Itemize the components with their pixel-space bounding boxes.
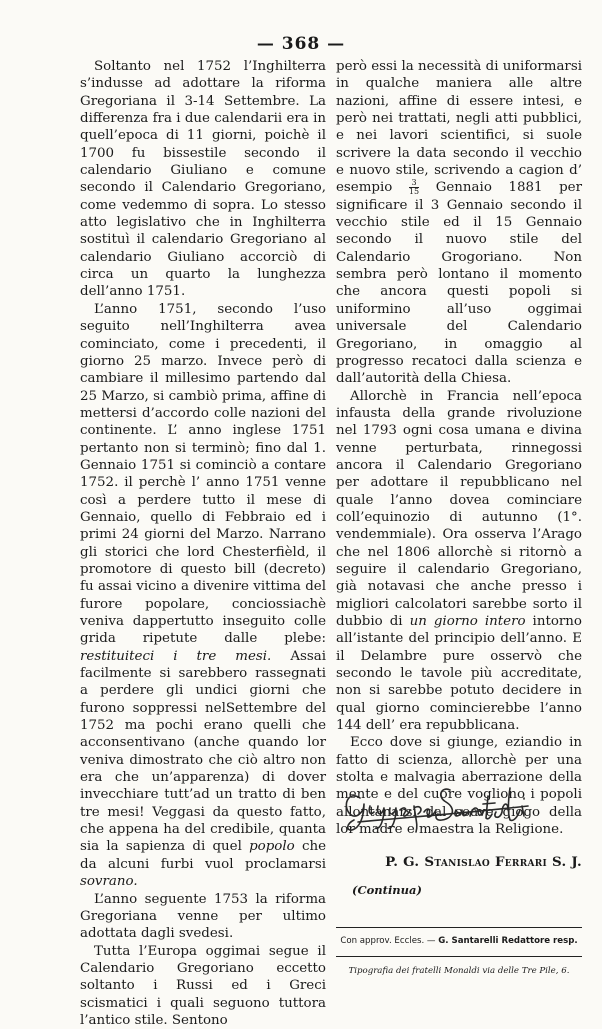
divider-bottom <box>336 956 582 957</box>
paragraph-text: che da alcuni furbi vuol proclamarsi <box>80 839 327 872</box>
right-column <box>336 58 582 980</box>
paragraph-continuation <box>336 58 582 388</box>
editor-name: G. Santarelli Redattore resp. <box>438 936 578 947</box>
paragraph-text: Gennaio 1881 per significare il 3 Gennaio secondo il vecchio stile ed il 15 Gennaio secondo il nuovo stile del Calendario Grogoriano. Non sembra però lontano il momento che ancora questi popoli si uniformino all’uso oggimai universale del Calendario Gregoriano, in omaggio al progresso recatoci dalla scienza e dall’autorità della Chiesa. <box>336 180 582 387</box>
page-number: — 368 — <box>256 34 346 54</box>
paragraph-text: Assai facilmente si sarebbero rassegnati a perdere gli undici giorni che furono soppressi nelSettembre del 1752 ma pochi erano quelli che acconsentivano (anche quando lor veniva dimostrato che ciò altro non era che un’apparenza) di dover invecchiare tutt’ad un tratto di ben tre mesi! Veggasi da questo fatto, che appena ha del credibile, quanta sia la sapienza di quel <box>80 648 326 855</box>
paragraph-1752-england <box>80 58 326 301</box>
italic-word: sovrano. <box>80 874 138 890</box>
printer-line: Tipografia dei fratelli Monaldi via delle Tre Pile, 6. <box>348 965 570 976</box>
date-fraction <box>409 179 419 196</box>
italic-word: popolo <box>249 839 295 855</box>
fraction-numerator: 3 <box>411 178 417 188</box>
paragraph-text: intorno all’istante del principio dell’anno. E il Delambre pure osservò che secondo le tavole più accreditate, non si sarebbe potuto decidere in qual giorno comincierebbe l’anno 144 dell’ era repubblicana. <box>336 614 582 734</box>
italic-quote: restituiteci i tre mesi. <box>80 648 272 664</box>
paragraph-text: Ecco dove si giunge, eziandio in fatto di scienza, allorchè per una stolta e malvagia aberrazione della mente e del cuore vogliono i popoli allontanarsi dal soave giogo della lor madre e maestra la Religione. <box>336 735 582 838</box>
paragraph-text: Soltanto nel 1752 l’Inghilterra s’indusse ad adottare la riforma Gregoriana il 3-14 Settembre. La differenza fra i due calendarii era in quell’epoca di 11 giorni, poichè il 1700 fu bissestile secondo il calendario Giuliano e comune secondo il Calendario Gregoriano, come vedemmo di sopra. Lo stesso atto legislativo che in Inghilterra sostituì il calendario Gregoriano al calendario Giuliano accorciò di circa un quarto la lunghezza dell’anno 1751. <box>80 59 326 300</box>
paragraph-text: L’anno 1751, secondo l’uso seguito nell’Inghilterra avea cominciato, come i precedenti, il giorno 25 marzo. Invece però di cambiare il millesimo partendo dal 25 Marzo, si cambiò prima, affine di mettersi d’accordo colle nazioni del continente. L’ anno inglese 1751 pertanto non si terminò; fino dal 1. Gennaio 1751 si cominciò a contare 1752. il perchè l’ anno 1751 venne così a perdere tutto il mese di Gennaio, quello di Febbraio ed i primi 24 giorni del Marzo. Narrano gli storici che lord Chesterfièld, il promotore di questo bill (decreto) fu assai vicino a divenire vittima del furore popolare, conciossiachè veniva dappertutto inseguito colle grida ripetute dalle plebe: <box>80 301 326 647</box>
italic-phrase: un giorno intero <box>409 614 526 629</box>
left-column <box>80 58 326 1029</box>
paragraph-1753-sweden <box>80 891 326 943</box>
paragraph-1751-year <box>80 301 326 891</box>
approval-text: Con approv. Eccles. — <box>340 936 436 947</box>
handwritten-signature-drawing <box>338 776 538 836</box>
approval-line <box>336 928 582 955</box>
paragraph-france-revolution <box>336 388 582 735</box>
paragraph-text: però essi la necessità di uniformarsi in qualche maniera alle altre nazioni, affine di essere intesi, e però nei trattati, negli atti pubblici, e nei lavori scientifici, si suole scrivere la data secondo il vecchio e nuovo stile, scrivendo a cagion d’ esempio <box>336 59 582 196</box>
paragraph-text: L’anno seguente 1753 la riforma Gregoriana venne per ultimo adottata dagli svedesi. <box>80 891 326 942</box>
paragraph-text: Tutta l’Europa oggimai segue il Calendario Gregoriano eccetto soltanto i Russi ed i Greci scismatici i quali seguono tuttora l’antico stile. Sentono <box>80 943 326 1028</box>
handwritten-signature <box>338 776 538 840</box>
continua-note: (Continua) <box>352 882 422 897</box>
paragraph-text: Allorchè in Francia nell’epoca infausta della grande rivoluzione nel 1793 ogni cosa umana e divina venne perturbata, rinnegossi ancora il Calendario Gregoriano per adottare il repubblicano nel quale l’anno dovea cominciare coll’equinozio di autunno (1°. vendemmiale). Ora osserva l’Arago che nel 1806 allorchè si ritornò a seguire il calendario Gregoriano, già notavasi che anche presso i migliori calcolatori sarebbe sorto il dubbio di <box>336 388 582 629</box>
paragraph-europe <box>80 943 326 1029</box>
author-signature: P. G. Stanislao Ferrari S. J. <box>385 854 582 871</box>
fraction-denominator: 15 <box>408 187 420 197</box>
